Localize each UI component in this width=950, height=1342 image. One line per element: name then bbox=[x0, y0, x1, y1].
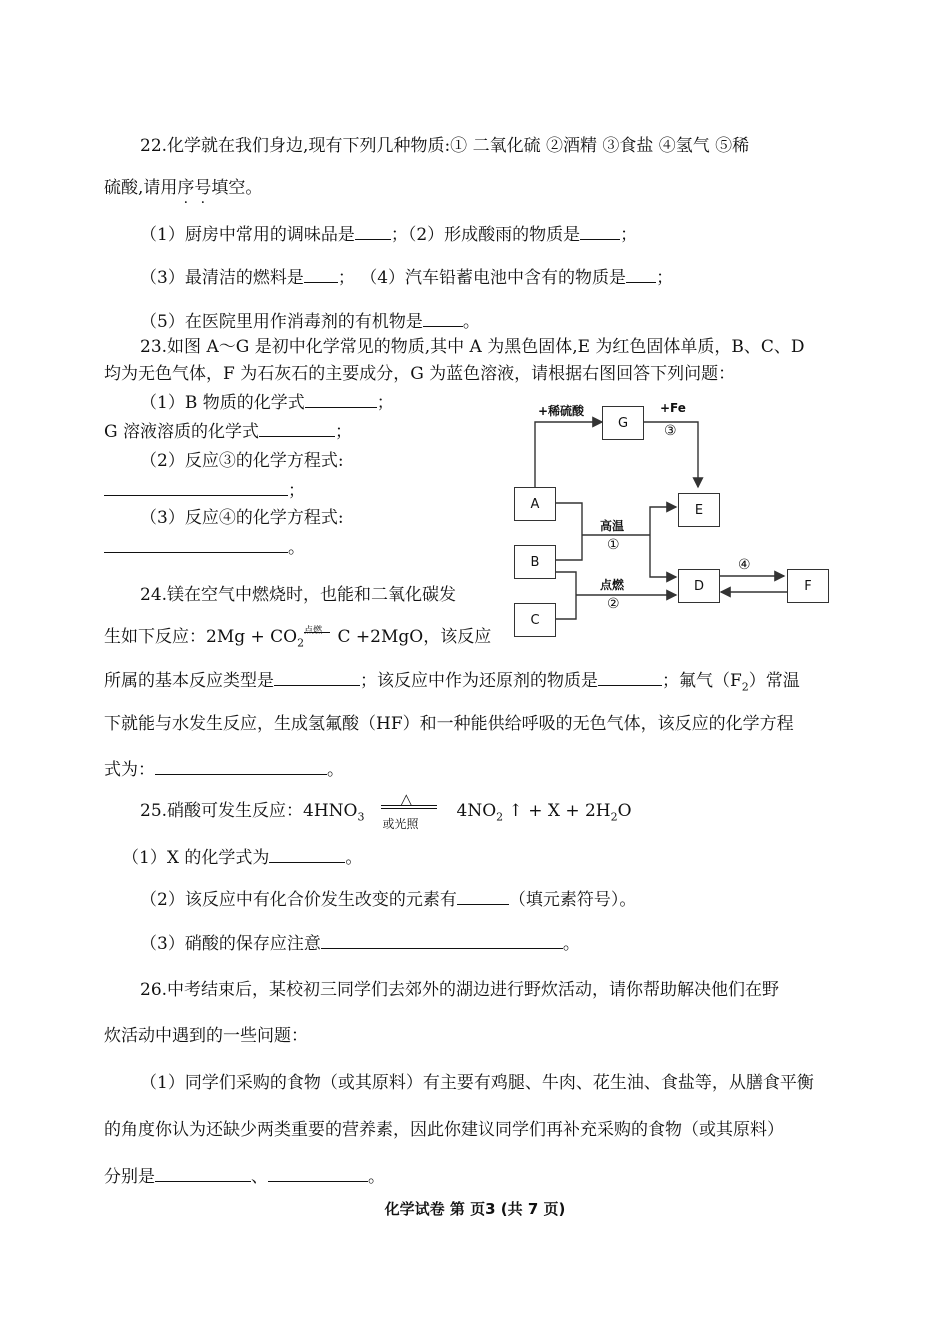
node-d: D bbox=[678, 569, 720, 603]
eq-bar bbox=[381, 805, 437, 806]
node-e: E bbox=[678, 493, 720, 527]
q23-p1b-text: G 溶液溶质的化学式 bbox=[104, 422, 259, 442]
subscript: 2 bbox=[741, 680, 749, 694]
answer-blank[interactable] bbox=[104, 535, 288, 553]
q22-line2-a: 硫酸,请用 bbox=[104, 178, 178, 198]
q22-p5-text: （5）在医院里用作消毒剂的有机物是 bbox=[140, 312, 423, 332]
q25-p2-end: （填元素符号）。 bbox=[508, 890, 637, 910]
subscript: 2 bbox=[610, 810, 618, 824]
q25-part3 bbox=[140, 931, 580, 956]
q25-line1 bbox=[140, 790, 632, 831]
page-footer: 化学试卷 第 页3 (共 7 页) bbox=[384, 1200, 566, 1218]
node-g: G bbox=[602, 406, 644, 440]
q23-line1: 23.如图 A～G 是初中化学常见的物质,其中 A 为黑色固体,E 为红色固体单质，B、C、D bbox=[140, 337, 805, 357]
label-fe: +Fe bbox=[660, 401, 686, 415]
q22-line2-b: 填空。 bbox=[211, 178, 263, 198]
bracket-bc bbox=[556, 572, 576, 619]
q22-p4-text: ； （4）汽车铅蓄电池中含有的物质是 bbox=[337, 268, 627, 288]
q23-part2-answer bbox=[104, 478, 305, 503]
q24-line2 bbox=[104, 625, 491, 655]
punct: 、 bbox=[251, 1167, 268, 1187]
arrow-to-d bbox=[650, 535, 676, 577]
answer-blank[interactable] bbox=[269, 845, 345, 863]
q22-part5 bbox=[140, 309, 480, 334]
punct: 。 bbox=[562, 934, 580, 954]
q23-part1b bbox=[104, 419, 352, 444]
q26-line3: （1）同学们采购的食物（或其原料）有主要有鸡腿、牛肉、花生油、食盐等，从膳食平衡 bbox=[140, 1073, 814, 1093]
q24-l5-a: 式为： bbox=[104, 760, 155, 780]
punct: ； bbox=[288, 481, 305, 501]
eq-condition-text: 点燃 bbox=[304, 626, 323, 636]
q26-l5-a: 分别是 bbox=[104, 1167, 155, 1187]
q25-p3-text: （3）硝酸的保存应注意 bbox=[140, 934, 321, 954]
node-c: C bbox=[514, 603, 556, 637]
answer-blank[interactable] bbox=[155, 1164, 251, 1182]
punct: 。 bbox=[368, 1167, 385, 1187]
q25-p2-text: （2）该反应中有化合价发生改变的元素有 bbox=[140, 890, 457, 910]
q23-line2: 均为无色气体，F 为石灰石的主要成分，G 为蓝色溶液，请根据右图回答下列问题： bbox=[104, 364, 736, 384]
answer-blank[interactable] bbox=[305, 390, 377, 408]
q22-line1: 22.化学就在我们身边,现有下列几种物质:① 二氧化硫 ②酒精 ③食盐 ④氢气 ⑤稀 bbox=[140, 136, 750, 156]
q24-l3-a: 所属的基本反应类型是 bbox=[104, 671, 274, 691]
q24-eq-left: 生如下反应：2Mg + CO bbox=[104, 627, 298, 647]
q22-part1-2 bbox=[140, 222, 637, 247]
q22-p1-text: （1）厨房中常用的调味品是 bbox=[140, 225, 355, 245]
q25-eq-right-a: 4NO bbox=[456, 801, 497, 821]
punct: ； bbox=[620, 225, 638, 245]
arrow-a-g bbox=[535, 422, 602, 487]
q23-p1-text: （1）B 物质的化学式 bbox=[140, 393, 305, 413]
eq-condition bbox=[304, 625, 332, 642]
punct: 。 bbox=[462, 312, 480, 332]
q25-eq-right-b: ↑ + X + 2H bbox=[503, 801, 611, 821]
answer-blank[interactable] bbox=[268, 1164, 368, 1182]
q26-line4: 的角度你认为还缺少两类重要的营养素，因此你建议同学们再补充采购的食物（或其原料） bbox=[104, 1120, 784, 1140]
label-r3: ③ bbox=[664, 423, 677, 439]
answer-blank[interactable] bbox=[598, 668, 662, 686]
emphasis-char: 号 bbox=[194, 178, 212, 198]
answer-blank[interactable] bbox=[626, 265, 656, 283]
subscript: 2 bbox=[496, 810, 504, 824]
answer-blank[interactable] bbox=[580, 222, 620, 240]
punct: ； bbox=[376, 393, 394, 413]
label-acid: +稀硫酸 bbox=[538, 404, 585, 418]
q25-eq-right-c: O bbox=[617, 801, 632, 821]
q24-line5 bbox=[104, 757, 344, 782]
bracket-ab bbox=[556, 503, 582, 560]
q26-line2: 炊活动中遇到的一些问题： bbox=[104, 1026, 308, 1046]
q24-line3 bbox=[104, 668, 800, 699]
label-r1: ① bbox=[607, 537, 620, 553]
q24-l3-b: ；该反应中作为还原剂的物质是 bbox=[360, 671, 598, 691]
punct: 。 bbox=[327, 760, 344, 780]
subscript: 3 bbox=[357, 810, 365, 824]
q23-part1 bbox=[140, 390, 394, 415]
q22-p2-text: ；（2）形成酸雨的物质是 bbox=[390, 225, 581, 245]
label-r4: ④ bbox=[738, 557, 751, 573]
answer-blank[interactable] bbox=[355, 222, 391, 240]
q26-line5 bbox=[104, 1164, 385, 1189]
punct: ； bbox=[334, 422, 352, 442]
q23-part3-answer bbox=[104, 535, 305, 560]
answer-blank[interactable] bbox=[274, 668, 360, 686]
q25-part2 bbox=[140, 887, 636, 912]
arrow-to-e bbox=[650, 507, 676, 535]
emphasis-char: 序 bbox=[177, 178, 195, 198]
reaction-diagram bbox=[500, 395, 840, 645]
q26-line1: 26.中考结束后，某校初三同学们去郊外的湖边进行野炊活动，请你帮助解决他们在野 bbox=[140, 980, 780, 1000]
eq-condition-text: 或光照 bbox=[382, 817, 419, 831]
heat-symbol: △ bbox=[400, 790, 413, 808]
q25-p1-text: （1）X 的化学式为 bbox=[122, 848, 270, 868]
q25-part1 bbox=[122, 845, 362, 870]
eq-bar bbox=[381, 808, 437, 809]
answer-blank[interactable] bbox=[423, 309, 463, 327]
q22-part3-4 bbox=[140, 265, 673, 290]
q25-eq-left: 25.硝酸可发生反应：4HNO bbox=[140, 801, 358, 821]
answer-blank[interactable] bbox=[104, 478, 288, 496]
node-f: F bbox=[787, 569, 829, 603]
answer-blank[interactable] bbox=[321, 931, 563, 949]
answer-blank[interactable] bbox=[304, 265, 338, 283]
answer-blank[interactable] bbox=[259, 419, 335, 437]
subscript: 2 bbox=[297, 636, 305, 650]
q23-part3: （3）反应④的化学方程式: bbox=[140, 508, 344, 528]
label-ignite: 点燃 bbox=[600, 578, 625, 592]
q24-l3-c: ；氟气（F bbox=[662, 671, 742, 691]
eq-condition bbox=[365, 790, 457, 831]
q22-line2 bbox=[104, 176, 262, 200]
node-b: B bbox=[514, 545, 556, 579]
eq-bar bbox=[304, 632, 330, 633]
node-a: A bbox=[514, 487, 556, 521]
label-r2: ② bbox=[607, 596, 620, 612]
punct: ； bbox=[656, 268, 674, 288]
punct: 。 bbox=[345, 848, 363, 868]
q22-p3-text: （3）最清洁的燃料是 bbox=[140, 268, 304, 288]
punct: 。 bbox=[288, 538, 305, 558]
q24-line4: 下就能与水发生反应，生成氢氟酸（HF）和一种能供给呼吸的无色气体，该反应的化学方程 bbox=[104, 714, 794, 734]
q24-eq-right: C +2MgO，该反应 bbox=[332, 627, 492, 647]
label-hot: 高温 bbox=[600, 519, 625, 533]
q23-part2: （2）反应③的化学方程式: bbox=[140, 451, 344, 471]
answer-blank[interactable] bbox=[457, 887, 509, 905]
answer-blank[interactable] bbox=[155, 757, 327, 775]
q24-l3-d: ）常温 bbox=[748, 671, 800, 691]
q24-line1: 24.镁在空气中燃烧时，也能和二氧化碳发 bbox=[140, 585, 457, 605]
